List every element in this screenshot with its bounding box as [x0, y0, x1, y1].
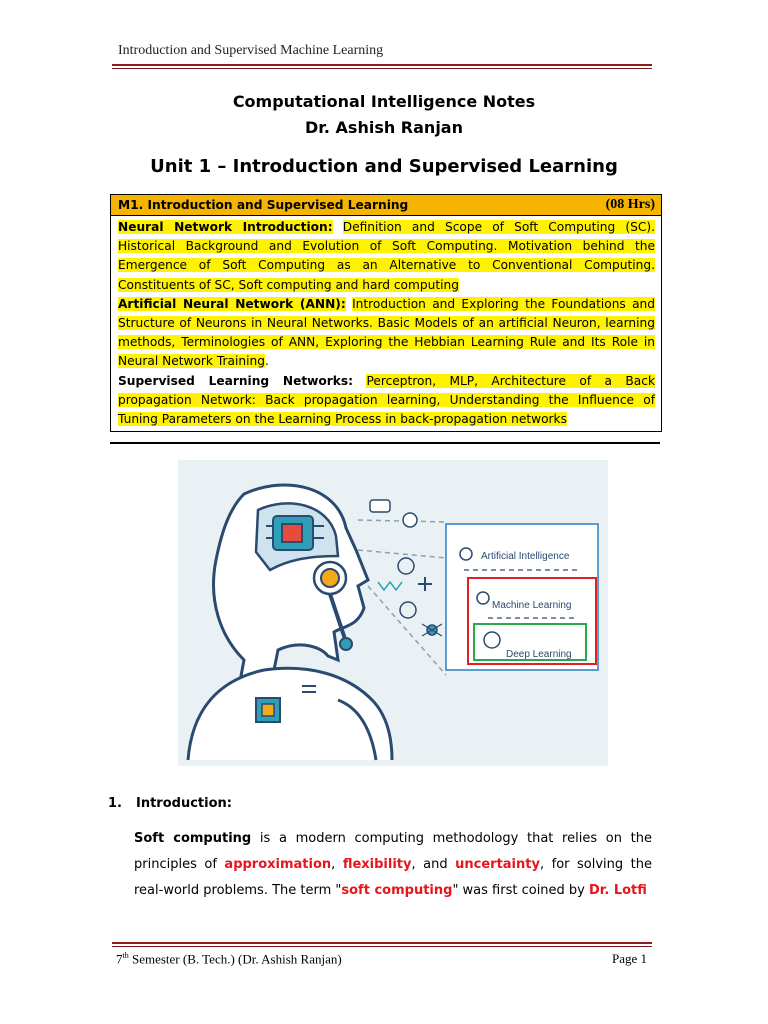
- robot-head-illustration: [178, 460, 608, 766]
- section-title: Introduction:: [135, 796, 232, 811]
- syllabus-header: [111, 195, 661, 216]
- course-title: Computational Intelligence Notes: [232, 92, 536, 111]
- ai-label: Artificial Intelligence: [481, 551, 570, 562]
- syllabus-body: [111, 216, 661, 431]
- footer-semester: 7th Semester (B. Tech.) (Dr. Ashish Ranjan): [116, 951, 342, 967]
- section-number: 1.: [108, 796, 122, 811]
- footer-rule: [112, 942, 652, 944]
- ml-label: Machine Learning: [492, 600, 572, 611]
- dl-label: Deep Learning: [506, 649, 572, 660]
- footer-rule-thin: [112, 946, 652, 947]
- topic-supervised-learning: Supervised Learning Networks: Perceptron, MLP, Architecture of a Back propagation Network: Back propagation learning, Understanding the Influence of Tuning Parameters on the Learning Process in back-propagation networks: [118, 373, 656, 427]
- header-rule-thin: [112, 68, 652, 69]
- syllabus-table: [110, 194, 662, 432]
- intro-paragraph: Soft computing is a modern computing methodology that relies on the principles of approximation, flexibility, and uncertainty, for solving the real-world problems. The term "soft computing" was first coined by Dr. Lotfi: [134, 831, 653, 898]
- module-hours: (08 Hrs): [605, 197, 655, 212]
- module-title: M1. Introduction and Supervised Learning: [118, 198, 409, 212]
- ai-ml-dl-illustration: [178, 460, 608, 766]
- topic-neural-network-intro: Neural Network Introduction: Definition and Scope of Soft Computing (SC). Historical Background and Evolution of Soft Computing. Motivation behind the Emergence of Soft Computing as an Alternative to Conventional Computing. Constituents of SC, Soft computing and hard computing: [118, 220, 655, 292]
- unit-title: Unit 1 – Introduction and Supervised Learning: [150, 156, 618, 177]
- author-name: Dr. Ashish Ranjan: [305, 118, 463, 137]
- topic-ann: Artificial Neural Network (ANN): Introduction and Exploring the Foundations and Structure of Neurons in Neural Networks. Basic Models of an artificial Neuron, learning methods, Terminologies of ANN, Exploring the Hebbian Learning Rule and Its Role in Neural Network Training.: [118, 296, 656, 369]
- section-divider: [110, 442, 660, 444]
- header-rule: [112, 64, 652, 66]
- section-heading: [108, 796, 232, 811]
- running-header: Introduction and Supervised Machine Learning: [118, 43, 384, 58]
- page-number: Page 1: [612, 951, 648, 966]
